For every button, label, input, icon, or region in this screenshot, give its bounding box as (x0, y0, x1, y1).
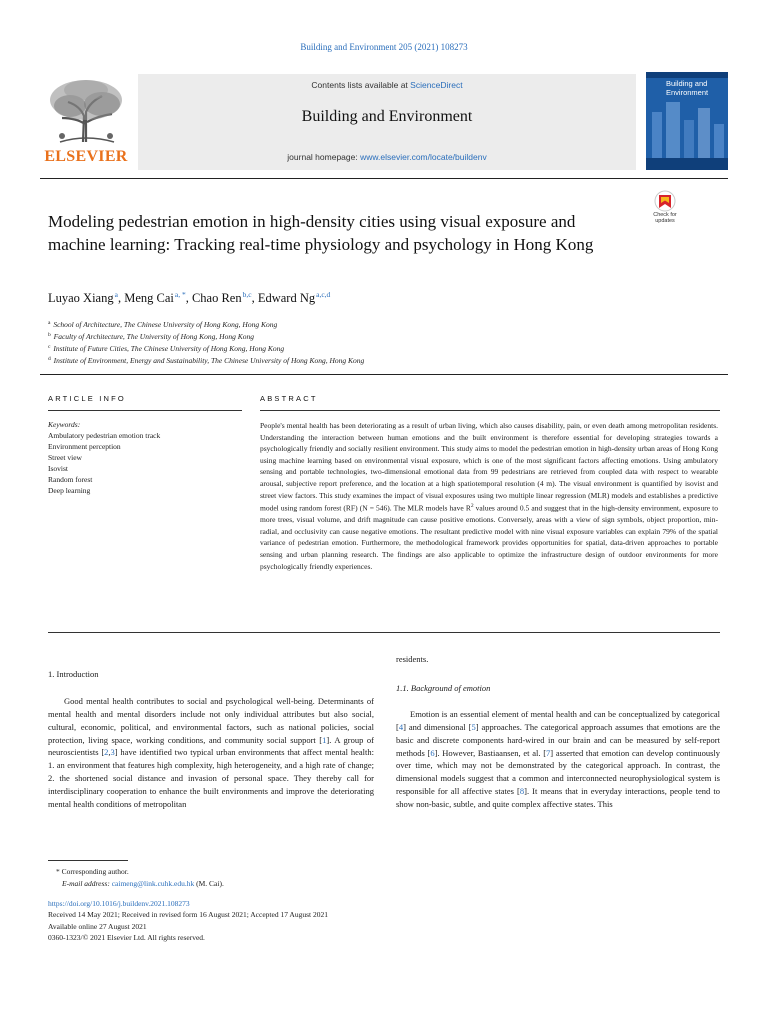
citation-link[interactable]: 6 (430, 747, 435, 758)
article-info-rule (48, 410, 242, 411)
citation-link[interactable]: 8 (519, 786, 525, 797)
author-affiliation-marker[interactable]: a, * (174, 290, 186, 299)
author-name[interactable]: Meng Cai (124, 291, 174, 305)
affiliation-divider (40, 374, 728, 375)
keyword-item: Isovist (48, 464, 69, 473)
homepage-line (138, 152, 636, 162)
affiliation-item: $^d$ Institute of Environment, Energy and Sustainability, The Chinese University of Hong Kong, Hong Kong (48, 356, 365, 365)
keyword-item: Deep learning (48, 486, 91, 495)
bookmark-icon (644, 190, 686, 214)
abstract-heading: ABSTRACT (260, 394, 318, 403)
homepage-prefix: journal homepage: (287, 152, 361, 162)
affiliation-item: $^a$ School of Architecture, The Chinese University of Hong Kong, Hong Kong (48, 320, 278, 329)
cover-title: Building and Environment (666, 79, 709, 97)
contents-line (138, 80, 636, 90)
citation-link[interactable]: 7 (546, 747, 551, 758)
email-link[interactable]: caimeng@link.cuhk.edu.hk (111, 879, 195, 888)
article-info-heading: ARTICLE INFO (48, 394, 126, 403)
sciencedirect-link[interactable]: ScienceDirect (410, 80, 463, 90)
journal-cover-thumbnail (646, 72, 728, 170)
available-online: Available online 27 August 2021 (48, 921, 147, 931)
citation-link[interactable]: 5 (471, 721, 476, 732)
author-list (48, 290, 330, 306)
author-name[interactable]: Edward Ng (257, 291, 316, 305)
keyword-item: Environment perception (48, 442, 121, 451)
continued-text: residents. (396, 654, 429, 664)
abstract-bottom-rule (48, 632, 720, 633)
author-affiliation-marker[interactable]: a,c,d (316, 290, 331, 299)
author-separator: , (185, 291, 192, 305)
journal-homepage-link[interactable]: www.elsevier.com/locate/buildenv (360, 152, 487, 162)
corresponding-author-note: * Corresponding author. (56, 867, 129, 876)
keyword-item: Ambulatory pedestrian emotion track (48, 431, 161, 440)
background-paragraph: Emotion is an essential element of mental health and can be conceptualized by categorical [4] and dimensional [5] approaches. The categorical approach assumes that emotions are the basic and discrete components hard-wired in our brain and can be measured by self-report methods [6]. However, Bastiaansen, et al. [7] asserted that emotion can develop continuously over time, which may not be demonstrated by the categorical approach. In contrast, the dimensional models suggest that a common and interconnected neurophysiological system is responsible for all affective states [8]. It means that in everyday interactions, people tend to show non-basic, subtle, and quite complex affective states. This (396, 709, 720, 809)
author-name[interactable]: Luyao Xiang (48, 291, 114, 305)
author-separator: , (117, 291, 125, 305)
affiliation-item: $^b$ Faculty of Architecture, The University of Hong Kong, Hong Kong (48, 332, 254, 341)
abstract-text: People's mental health has been deteriorating as a result of urban living, which also causes disability, pain, or even death among metropolitan residents. Understanding the interaction between human emotions and the built environment is therefore essential for developing strategies towards a psychologically friendly and socially resilient environment. This study aims to model the pedestrian emotion in high-density urban areas of Hong Kong using machine learning based on environmental visual exposure, which is one of the most significant factors affecting emotions. Using ambulatory sensing and portable technologies, two-dimensional emotional data from 99 pedestrians are retrieved from coupled data with respect to wearable arousal, subjective report preference, and the location at a high spatiotemporal resolution (4 m). The visual environment is quantified by isovist and street view factors. This study examines the impact of visual exposures using two multiple linear regression (MLR) models and establishes a predictive model using random forest (RF) (N = 546). The MLR models have $R^2$ values around 0.5 and suggest that in the high-density environment, exposure to more trees, visual volume, and drift magnitude can cause positive emotions. Conversely, areas with a view of sign symbols, object proportion, min-radial, and occlusivity can cause negative emotions. The resultant predictive model with nine visual exposure variables can explain 79% of the spatial variance of pedestrian emotion. Furthermore, the methodological framework provides opportunities for spatial, data-driven approaches to portable sensing and urban planning research. The findings are also applicable to optimize the infrastructure design of outdoor environments for more psychologically friendly experiences. (260, 421, 718, 571)
check-for-updates-label: Check for updates (653, 212, 677, 224)
article-title: Modeling pedestrian emotion in high-density cities using visual exposure and machine learning: Tracking real-time physiology and psychology in Hong Kong (48, 212, 594, 254)
citation-link[interactable]: 1 (322, 734, 327, 745)
keywords-label: Keywords: (48, 420, 81, 429)
received-dates: Received 14 May 2021; Received in revised form 16 August 2021; Accepted 17 August 2021 (48, 910, 328, 920)
citation-link[interactable]: 4 (398, 721, 404, 732)
check-for-updates-badge[interactable] (644, 190, 686, 232)
journal-reference[interactable]: Building and Environment 205 (2021) 108273 (300, 42, 468, 52)
keyword-item: Street view (48, 453, 82, 462)
author-separator: , (251, 291, 258, 305)
affiliation-item: $^c$ Institute of Future Cities, The Chinese University of Hong Kong, Hong Kong (48, 344, 285, 353)
citation-link[interactable]: 3 (110, 747, 115, 758)
article-metadata (48, 898, 328, 943)
journal-title: Building and Environment (301, 108, 473, 125)
subsection-heading-background: 1.1. Background of emotion (396, 683, 491, 693)
keyword-item: Random forest (48, 475, 93, 484)
abstract-rule (260, 410, 720, 411)
email-note: E-mail address: caimeng@link.cuhk.edu.hk (M. Cai). (62, 879, 224, 888)
footnotes (48, 866, 224, 890)
author-name[interactable]: Chao Ren (191, 291, 242, 305)
keyword-list (48, 430, 160, 496)
section-heading-introduction: 1. Introduction (48, 669, 99, 679)
journal-banner (138, 74, 636, 170)
elsevier-wordmark: ELSEVIER (44, 148, 128, 165)
citation-link[interactable]: 2 (104, 747, 109, 758)
footnote-rule (48, 860, 128, 861)
author-affiliation-marker[interactable]: a (114, 290, 118, 299)
elsevier-tree-icon (40, 76, 132, 146)
copyright-line: 0360-1323/© 2021 Elsevier Ltd. All rights reserved. (48, 932, 205, 942)
elsevier-logo (40, 76, 132, 168)
affiliation-list (48, 318, 364, 366)
author-affiliation-marker[interactable]: b,c (242, 290, 252, 299)
header-divider (40, 178, 728, 179)
journal-header (40, 74, 728, 170)
contents-prefix: Contents lists available at (311, 80, 411, 90)
introduction-paragraph: Good mental health contributes to social and psychological well-being. Determinants of mental health and mental disorders include not only individual attributes but also social, cultural, economic, political, and environmental factors, such as national policies, social protection, living space, working conditions, and community social support [1]. A group of neuroscientists [2,3] have identified two typical urban environments that affect mental health: 1. an environment that features high complexity, high heterogeneity, and a high rate of change; 2. the shortened social distance and invasion of personal space. They thereby call for interdisciplinary cooperation to enhance the built environments and improve the deteriorating mental health conditions of metropolitan (48, 696, 374, 809)
doi-link[interactable]: https://doi.org/10.1016/j.buildenv.2021.108273 (48, 899, 190, 908)
